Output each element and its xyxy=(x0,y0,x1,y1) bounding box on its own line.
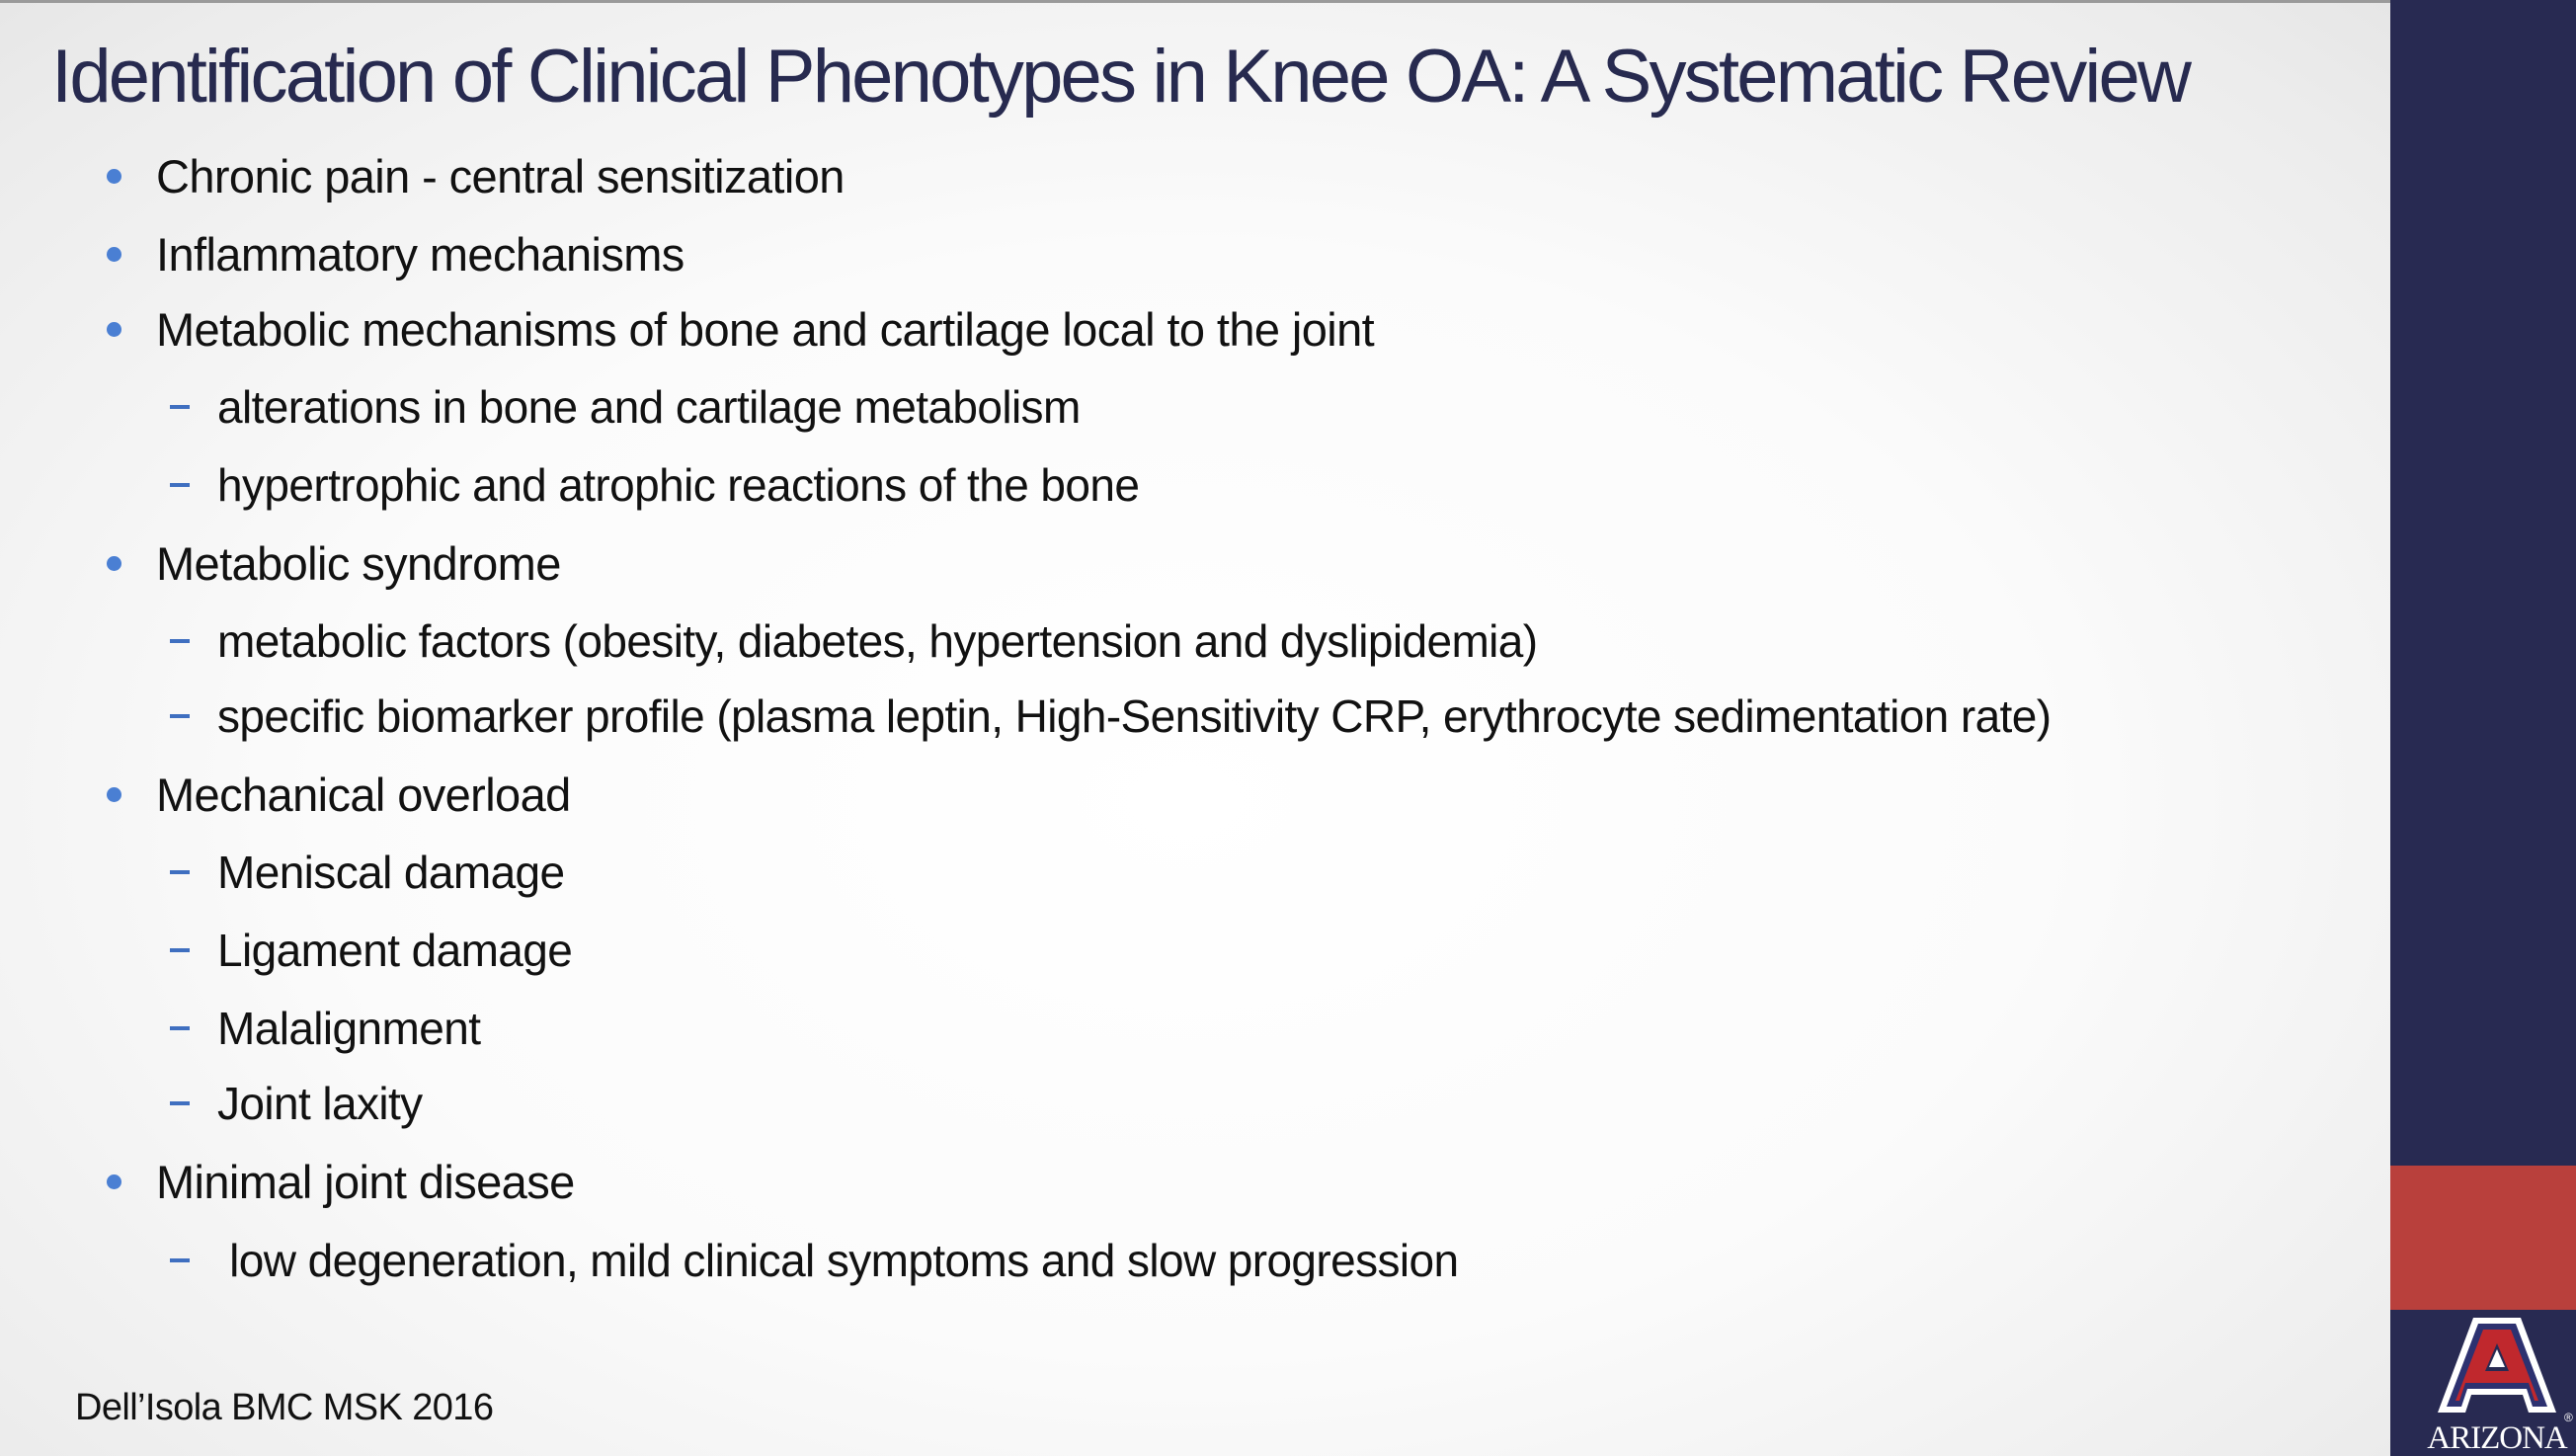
sub-bullet-text: Meniscal damage xyxy=(217,847,565,898)
sub-bullet-item xyxy=(170,1228,1459,1293)
sub-bullet-text: Joint laxity xyxy=(217,1078,423,1129)
dash-bullet-icon xyxy=(170,639,190,643)
bullet-dot-icon xyxy=(107,169,121,184)
dash-bullet-icon xyxy=(170,1101,190,1105)
sub-bullet-item xyxy=(170,840,565,905)
dash-bullet-icon xyxy=(170,1258,190,1262)
bullet-text: Chronic pain - central sensitization xyxy=(156,149,845,202)
dash-bullet-icon xyxy=(170,1026,190,1030)
logo-wordmark: ARIZONA xyxy=(2427,1420,2567,1456)
dash-bullet-icon xyxy=(170,405,190,409)
bullet-item xyxy=(107,143,845,208)
sub-bullet-text: Ligament damage xyxy=(217,925,573,976)
sub-bullet-text: specific biomarker profile (plasma leptin, High-Sensitivity CRP, erythrocyte sedimentation rate) xyxy=(217,690,2052,742)
sub-bullet-item xyxy=(170,918,572,983)
sub-bullet-item xyxy=(170,996,480,1061)
bullet-text: Metabolic syndrome xyxy=(156,536,561,590)
dash-bullet-icon xyxy=(170,483,190,487)
bullet-text: Inflammatory mechanisms xyxy=(156,227,684,281)
sub-bullet-text: alterations in bone and cartilage metabolism xyxy=(217,381,1081,433)
bullet-dot-icon xyxy=(107,1174,121,1189)
block-a-icon xyxy=(2418,1314,2576,1422)
sub-bullet-item xyxy=(170,1071,423,1136)
sub-bullet-text: Malalignment xyxy=(217,1003,481,1054)
citation: Dell’Isola BMC MSK 2016 xyxy=(75,1387,494,1428)
bullet-dot-icon xyxy=(107,556,121,571)
side-accent-band xyxy=(2390,1166,2576,1310)
sub-bullet-item xyxy=(170,452,1139,518)
sub-bullet-item xyxy=(170,684,2051,749)
bullet-item xyxy=(107,762,571,827)
slide-top-border xyxy=(0,0,2390,3)
bullet-item xyxy=(107,1149,575,1214)
dash-bullet-icon xyxy=(170,870,190,874)
bullet-dot-icon xyxy=(107,787,121,802)
bullet-dot-icon xyxy=(107,247,121,262)
bullet-text: Minimal joint disease xyxy=(156,1155,575,1208)
sub-bullet-text: metabolic factors (obesity, diabetes, hypertension and dyslipidemia) xyxy=(217,615,1538,667)
university-logo xyxy=(2418,1314,2576,1456)
registered-mark: ® xyxy=(2564,1411,2573,1424)
bullet-item xyxy=(107,530,561,596)
sub-bullet-item xyxy=(170,374,1081,440)
sub-bullet-item xyxy=(170,608,1538,674)
bullet-text: Metabolic mechanisms of bone and cartilage local to the joint xyxy=(156,302,1375,356)
sub-bullet-text: low degeneration, mild clinical symptoms and slow progression xyxy=(217,1235,1459,1286)
bullet-dot-icon xyxy=(107,322,121,337)
slide-title: Identification of Clinical Phenotypes in Knee OA: A Systematic Review xyxy=(51,35,2190,119)
bullet-text: Mechanical overload xyxy=(156,768,571,821)
dash-bullet-icon xyxy=(170,948,190,952)
sub-bullet-text: hypertrophic and atrophic reactions of the bone xyxy=(217,459,1140,511)
bullet-item xyxy=(107,221,684,286)
dash-bullet-icon xyxy=(170,714,190,718)
bullet-item xyxy=(107,296,1374,362)
